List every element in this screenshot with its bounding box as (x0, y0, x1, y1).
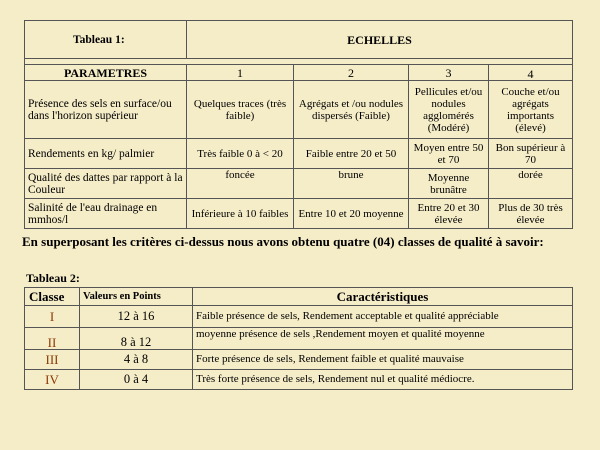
valeurs-cell: 12 à 16 (80, 306, 193, 328)
classe-cell: I (25, 306, 80, 328)
parametres-header: PARAMETRES (25, 65, 187, 81)
cell: Moyen entre 50 et 70 (409, 139, 489, 169)
cell: dorée (489, 169, 573, 199)
classe-cell: III (25, 350, 80, 370)
cell: brune (294, 169, 409, 199)
classe-cell: IV (25, 370, 80, 390)
cell: Plus de 30 très élevée (489, 199, 573, 229)
classe-cell: II (25, 328, 80, 350)
valeurs-cell: 4 à 8 (80, 350, 193, 370)
summary-paragraph: En superposant les critères ci-dessus nous avons obtenu quatre (04) classes de qualité à savoir: (22, 234, 544, 249)
param-label: Rendements en kg/ palmier (25, 139, 187, 169)
tableau-2-title: Tableau 2: (26, 271, 80, 285)
desc-cell: Faible présence de sels, Rendement acceptable et qualité appréciable (193, 306, 573, 328)
scale-2: 2 (294, 65, 409, 81)
cell: Entre 10 et 20 moyenne (294, 199, 409, 229)
cell: foncée (187, 169, 294, 199)
desc-cell: moyenne présence de sels ,Rendement moyen et qualité moyenne (193, 328, 573, 350)
cell: Très faible 0 à < 20 (187, 139, 294, 169)
param-label: Présence des sels en surface/ou dans l'horizon supérieur (25, 81, 187, 139)
scale-1: 1 (187, 65, 294, 81)
table-row (25, 199, 573, 229)
table-row (25, 81, 573, 139)
table-row (25, 350, 573, 370)
tableau-2 (24, 287, 573, 390)
table-row (25, 328, 573, 350)
caracteristiques-header: Caractéristiques (193, 288, 573, 306)
param-label: Salinité de l'eau drainage en mmhos/l (25, 199, 187, 229)
cell: Moyenne brunâtre (409, 169, 489, 199)
table-row (25, 169, 573, 199)
desc-cell: Forte présence de sels, Rendement faible et qualité mauvaise (193, 350, 573, 370)
param-label: Qualité des dattes par rapport à la Couleur (25, 169, 187, 199)
cell: Inférieure à 10 faibles (187, 199, 294, 229)
tableau-1-title: Tableau 1: (25, 21, 187, 59)
scale-3: 3 (409, 65, 489, 81)
scale-4: 4 (489, 65, 573, 81)
cell: Couche et/ou agrégats importants (élevé) (489, 81, 573, 139)
classe-header: Classe (25, 288, 80, 306)
tableau-1 (24, 20, 573, 229)
cell: Quelques traces (très faible) (187, 81, 294, 139)
table-row (25, 370, 573, 390)
table-row (25, 306, 573, 328)
cell: Pellicules et/ou nodules agglomérés (Modéré) (409, 81, 489, 139)
valeurs-header: Valeurs en Points (80, 288, 193, 306)
cell: Entre 20 et 30 élevée (409, 199, 489, 229)
cell: Bon supérieur à 70 (489, 139, 573, 169)
echelles-header: ECHELLES (187, 21, 573, 59)
valeurs-cell: 8 à 12 (80, 328, 193, 350)
desc-cell: Très forte présence de sels, Rendement nul et qualité médiocre. (193, 370, 573, 390)
cell: Agrégats et /ou nodules dispersés (Faible) (294, 81, 409, 139)
cell: Faible entre 20 et 50 (294, 139, 409, 169)
valeurs-cell: 0 à 4 (80, 370, 193, 390)
table-row (25, 139, 573, 169)
